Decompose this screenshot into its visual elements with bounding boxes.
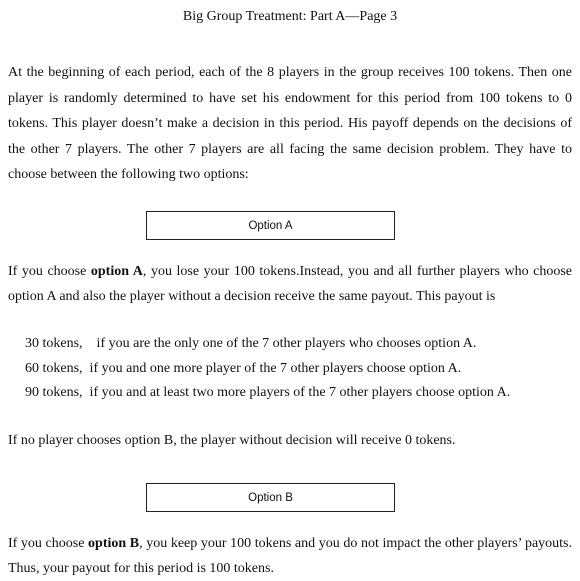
option-a-text-suffix: , you lose your 100 tokens.Instead, you and all further players who choose option A and also the player without a decision receive the same payout. This payout is	[8, 264, 573, 304]
payout-item-60: 60 tokens, if you and one more player of the 7 other players choose option A.	[25, 360, 462, 376]
option-a-bold: option A	[90, 264, 143, 279]
option-a-box	[146, 211, 395, 240]
option-b-text-prefix: If you choose	[8, 536, 89, 551]
option-b-label: Option B	[248, 491, 293, 504]
option-a-label: Option A	[248, 219, 293, 232]
option-a-text-prefix: If you choose	[8, 264, 91, 279]
payout-item-30: 30 tokens, if you are the only one of the 7 other players who chooses option A.	[25, 336, 477, 351]
option-b-bold: option B	[88, 536, 140, 551]
option-b-text-suffix: , you keep your 100 tokens and you do not impact the other players’ payouts. Thus, your payout for this period is 100 tokens.	[8, 536, 572, 576]
option-a-description	[8, 259, 572, 309]
option-b-description	[8, 532, 572, 581]
payout-item-90: 90 tokens, if you and at least two more players of the 7 other players choose option A.	[25, 385, 511, 400]
option-b-box	[146, 483, 395, 512]
no-option-b-note: If no player chooses option B, the player without decision will receive 0 tokens.	[8, 433, 456, 448]
page-title: Big Group Treatment: Part A—Page 3	[182, 9, 398, 24]
payout-list	[25, 332, 510, 406]
intro-paragraph: At the beginning of each period, each of the 8 players in the group receives 100 tokens. Then one player is randomly determined to have set his endowment for this period from 100 tokens to 0 tokens. This player doesn’t make a decision in this period. His payoff depends on the decisions of the other 7 players. The other 7 players are all facing the same decision problem. They have to choose between the following two options:	[8, 65, 572, 182]
